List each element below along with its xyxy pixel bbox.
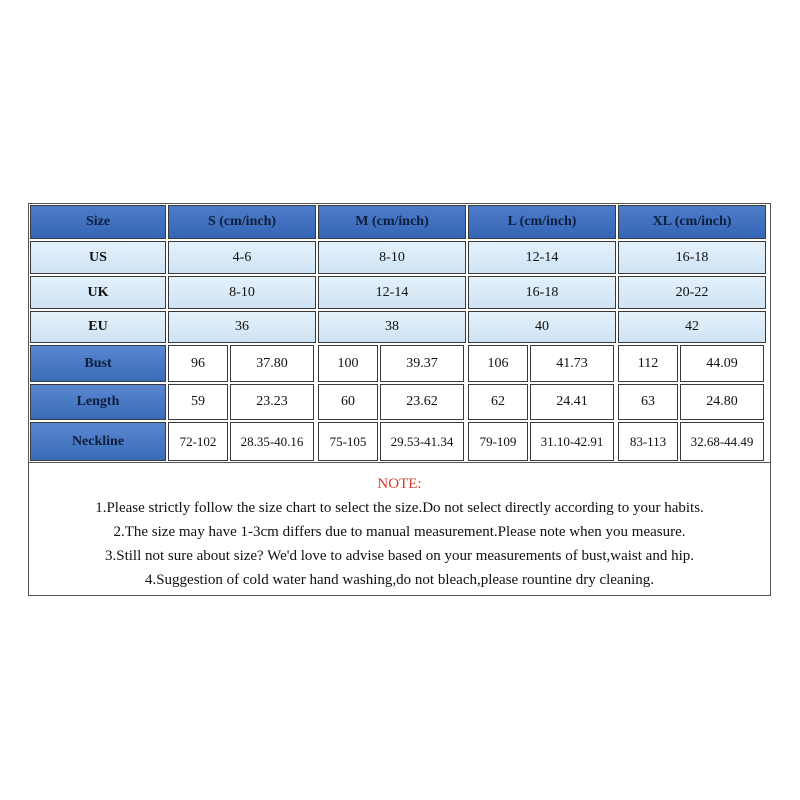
cm-cell: 62: [468, 384, 528, 420]
cm-cell: 112: [618, 345, 678, 382]
inch-cell: 44.09: [680, 345, 764, 382]
inch-cell: 32.68-44.49: [680, 422, 764, 461]
value-pair: [167, 421, 317, 462]
value-pair: [467, 421, 617, 462]
inch-cell: 28.35-40.16: [230, 422, 314, 461]
value-pair: [617, 421, 767, 462]
column-header-m: M (cm/inch): [318, 205, 466, 239]
column-header-s: S (cm/inch): [168, 205, 316, 239]
table-cell: 36: [168, 311, 316, 343]
inch-cell: 24.41: [530, 384, 614, 420]
cm-cell: 100: [318, 345, 378, 382]
row-label-neckline: Neckline: [30, 422, 166, 461]
value-pair: [317, 383, 467, 421]
inch-cell: 31.10-42.91: [530, 422, 614, 461]
size-chart: [28, 203, 771, 596]
row-label-eu: EU: [30, 311, 166, 343]
column-header-xl: XL (cm/inch): [618, 205, 766, 239]
column-header-l: L (cm/inch): [468, 205, 616, 239]
table-cell: 38: [318, 311, 466, 343]
cm-cell: 96: [168, 345, 228, 382]
cm-cell: 75-105: [318, 422, 378, 461]
table-cell: 20-22: [618, 276, 766, 309]
table-cell: 40: [468, 311, 616, 343]
table-cell: 12-14: [468, 241, 616, 274]
cm-cell: 83-113: [618, 422, 678, 461]
cm-cell: 79-109: [468, 422, 528, 461]
inch-cell: 23.23: [230, 384, 314, 420]
table-cell: 12-14: [318, 276, 466, 309]
note-title: NOTE:: [377, 476, 422, 492]
value-pair: [317, 344, 467, 383]
value-pair: [617, 344, 767, 383]
table-cell: 4-6: [168, 241, 316, 274]
size-header: Size: [30, 205, 166, 239]
note-line-4: 4.Suggestion of cold water hand washing,do not bleach,please rountine dry cleaning.: [144, 572, 655, 588]
value-pair: [317, 421, 467, 462]
cm-cell: 59: [168, 384, 228, 420]
table-cell: 8-10: [318, 241, 466, 274]
value-pair: [467, 383, 617, 421]
row-label-uk: UK: [30, 276, 166, 309]
cm-cell: 60: [318, 384, 378, 420]
table-cell: 8-10: [168, 276, 316, 309]
row-label-us: US: [30, 241, 166, 274]
value-pair: [617, 383, 767, 421]
row-label-bust: Bust: [30, 345, 166, 382]
value-pair: [467, 344, 617, 383]
inch-cell: 37.80: [230, 345, 314, 382]
cm-cell: 106: [468, 345, 528, 382]
note-line-1: 1.Please strictly follow the size chart to select the size.Do not select directly according to your habits.: [95, 500, 704, 516]
row-label-length: Length: [30, 384, 166, 420]
notes-section: [29, 462, 770, 595]
inch-cell: 29.53-41.34: [380, 422, 464, 461]
inch-cell: 23.62: [380, 384, 464, 420]
value-pair: [167, 383, 317, 421]
cm-cell: 72-102: [168, 422, 228, 461]
note-line-3: 3.Still not sure about size? We'd love to advise based on your measurements of bust,waist and hip.: [104, 548, 695, 564]
note-line-2: 2.The size may have 1-3cm differs due to manual measurement.Please note when you measure.: [113, 524, 686, 540]
inch-cell: 39.37: [380, 345, 464, 382]
inch-cell: 24.80: [680, 384, 764, 420]
value-pair: [167, 344, 317, 383]
table-cell: 16-18: [618, 241, 766, 274]
cm-cell: 63: [618, 384, 678, 420]
table-cell: 16-18: [468, 276, 616, 309]
table-cell: 42: [618, 311, 766, 343]
inch-cell: 41.73: [530, 345, 614, 382]
size-table: [29, 204, 770, 462]
